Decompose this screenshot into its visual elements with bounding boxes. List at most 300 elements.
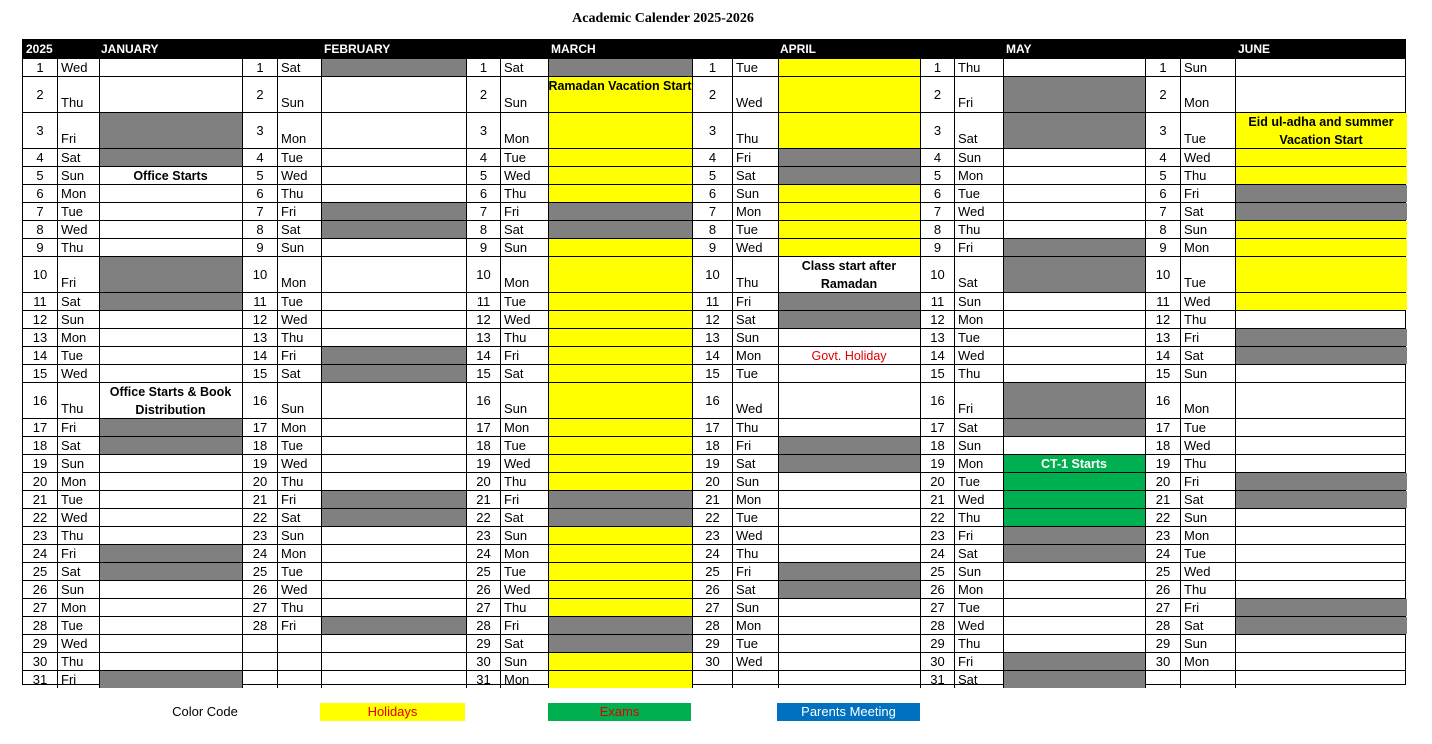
event-cell	[1235, 293, 1407, 310]
weekday-cell: Mon	[500, 113, 548, 148]
weekday-cell: Wed	[1180, 293, 1235, 310]
weekday-cell: Thu	[500, 473, 548, 490]
event-cell	[321, 581, 466, 598]
date-number: 3	[466, 113, 500, 148]
date-number: 14	[466, 347, 500, 364]
date-number: 12	[32, 312, 48, 327]
event-cell	[99, 635, 242, 652]
weekday-cell: Thu	[732, 419, 778, 436]
event-cell	[321, 221, 466, 238]
date-number: 24	[1145, 545, 1180, 562]
weekday-cell: Fri	[57, 419, 99, 436]
month-header-march: MARCH	[551, 42, 596, 56]
event-cell	[99, 671, 242, 688]
weekday-cell: Tue	[57, 347, 99, 364]
event-cell	[778, 383, 920, 418]
calendar-row	[23, 562, 1405, 580]
date-number: 6	[920, 185, 954, 202]
weekday-cell: Sun	[57, 167, 99, 184]
date-number: 26	[242, 581, 277, 598]
date-number: 16	[32, 393, 48, 408]
event-cell	[1003, 671, 1145, 688]
weekday-cell: Fri	[57, 671, 99, 688]
date-number: 20	[920, 473, 954, 490]
date-number: 4	[692, 149, 732, 166]
date-number: 30	[32, 654, 48, 669]
weekday-cell: Mon	[954, 311, 1003, 328]
date-number: 1	[920, 59, 954, 76]
event-cell	[99, 221, 242, 238]
event-cell	[548, 149, 692, 166]
date-number: 11	[692, 293, 732, 310]
weekday-cell: Fri	[277, 347, 321, 364]
date-number: 19	[920, 455, 954, 472]
event-cell	[99, 59, 242, 76]
calendar-title: Academic Calender 2025-2026	[572, 11, 754, 26]
weekday-cell: Tue	[57, 203, 99, 220]
event-cell	[548, 473, 692, 490]
weekday-cell: Mon	[732, 347, 778, 364]
weekday-cell: Mon	[57, 329, 99, 346]
date-number: 21	[692, 491, 732, 508]
date-number: 16	[920, 383, 954, 418]
calendar-row	[23, 382, 1405, 418]
event-cell	[321, 59, 466, 76]
calendar-row	[23, 202, 1405, 220]
event-cell	[778, 653, 920, 670]
weekday-cell: Tue	[1180, 419, 1235, 436]
date-number: 6	[692, 185, 732, 202]
weekday-cell: Sat	[277, 365, 321, 382]
weekday-cell: Sun	[57, 455, 99, 472]
weekday-cell: Tue	[732, 59, 778, 76]
weekday-cell: Mon	[1180, 77, 1235, 112]
date-number: 19	[242, 455, 277, 472]
event-cell	[548, 113, 692, 148]
date-number: 5	[36, 168, 44, 183]
date-number: 30	[692, 653, 732, 670]
weekday-cell: Tue	[500, 293, 548, 310]
date-number: 20	[1145, 473, 1180, 490]
weekday-cell: Thu	[57, 653, 99, 670]
weekday-cell	[1180, 671, 1235, 688]
weekday-cell: Sun	[1180, 59, 1235, 76]
event-cell	[321, 383, 466, 418]
event-cell	[1235, 653, 1407, 670]
weekday-cell: Thu	[57, 239, 99, 256]
weekday-cell: Thu	[1180, 311, 1235, 328]
event-cell	[321, 563, 466, 580]
event-cell	[1235, 527, 1407, 544]
event-cell	[1003, 203, 1145, 220]
event-cell	[1235, 599, 1407, 616]
date-number: 10	[1145, 257, 1180, 292]
date-number: 2	[920, 77, 954, 112]
date-number: 25	[920, 563, 954, 580]
event-cell	[778, 77, 920, 112]
weekday-cell: Thu	[500, 599, 548, 616]
weekday-cell: Thu	[1180, 455, 1235, 472]
event-cell	[99, 347, 242, 364]
date-number: 18	[920, 437, 954, 454]
weekday-cell	[277, 653, 321, 670]
calendar-row	[23, 238, 1405, 256]
weekday-cell: Fri	[57, 545, 99, 562]
event-cell	[1003, 509, 1145, 526]
date-number: 10	[466, 257, 500, 292]
date-number: 2	[242, 77, 277, 112]
date-number: 5	[920, 167, 954, 184]
event-cell	[99, 77, 242, 112]
weekday-cell: Fri	[1180, 599, 1235, 616]
date-number	[692, 671, 732, 688]
event-cell	[778, 167, 920, 184]
event-cell	[778, 239, 920, 256]
event-cell	[1235, 59, 1407, 76]
weekday-cell: Wed	[57, 221, 99, 238]
event-cell	[1235, 257, 1407, 292]
event-cell	[548, 365, 692, 382]
date-number: 3	[692, 113, 732, 148]
date-number: 2	[466, 77, 500, 112]
date-number: 28	[920, 617, 954, 634]
month-header-row	[23, 40, 1405, 58]
weekday-cell: Sun	[954, 563, 1003, 580]
date-number: 9	[466, 239, 500, 256]
event-cell	[321, 635, 466, 652]
event-cell	[1003, 365, 1145, 382]
date-number: 27	[242, 599, 277, 616]
date-number: 10	[920, 257, 954, 292]
calendar-row	[23, 256, 1405, 292]
event-cell	[1003, 617, 1145, 634]
event-cell	[99, 527, 242, 544]
event-cell	[548, 545, 692, 562]
weekday-cell: Sun	[954, 293, 1003, 310]
date-number: 5	[1145, 167, 1180, 184]
weekday-cell: Sat	[1180, 491, 1235, 508]
event-cell	[778, 491, 920, 508]
event-cell	[99, 203, 242, 220]
weekday-cell: Mon	[277, 257, 321, 292]
event-cell	[1003, 383, 1145, 418]
event-cell	[1003, 257, 1145, 292]
date-number: 6	[36, 186, 44, 201]
event-cell	[321, 527, 466, 544]
legend-holidays-label: Holidays	[367, 704, 418, 719]
date-number: 26	[692, 581, 732, 598]
weekday-cell: Wed	[500, 581, 548, 598]
event-cell	[1003, 491, 1145, 508]
weekday-cell: Mon	[1180, 239, 1235, 256]
date-number: 4	[242, 149, 277, 166]
weekday-cell: Wed	[277, 311, 321, 328]
event-cell	[1235, 239, 1407, 256]
weekday-cell: Thu	[57, 383, 99, 418]
event-cell	[99, 113, 242, 148]
date-number: 23	[242, 527, 277, 544]
event-note: CT-1 Starts	[1041, 456, 1107, 471]
event-cell	[99, 419, 242, 436]
event-cell	[99, 365, 242, 382]
event-cell	[548, 185, 692, 202]
event-cell	[548, 437, 692, 454]
weekday-cell: Wed	[1180, 437, 1235, 454]
event-cell	[1235, 563, 1407, 580]
date-number: 13	[466, 329, 500, 346]
weekday-cell: Wed	[954, 491, 1003, 508]
date-number: 3	[242, 113, 277, 148]
weekday-cell: Sat	[954, 671, 1003, 688]
date-number	[242, 671, 277, 688]
weekday-cell: Mon	[954, 581, 1003, 598]
weekday-cell: Sun	[500, 77, 548, 112]
date-number: 15	[920, 365, 954, 382]
year-label: 2025	[26, 42, 53, 56]
date-number: 1	[36, 60, 44, 75]
date-number: 1	[466, 59, 500, 76]
event-cell	[99, 491, 242, 508]
date-number: 28	[692, 617, 732, 634]
weekday-cell: Mon	[1180, 383, 1235, 418]
event-cell	[548, 311, 692, 328]
calendar-row	[23, 292, 1405, 310]
date-number: 24	[920, 545, 954, 562]
weekday-cell: Wed	[277, 455, 321, 472]
event-cell	[1235, 149, 1407, 166]
event-cell	[778, 293, 920, 310]
event-cell	[99, 293, 242, 310]
weekday-cell: Thu	[732, 113, 778, 148]
weekday-cell: Wed	[732, 653, 778, 670]
date-number: 15	[32, 366, 48, 381]
weekday-cell: Sun	[732, 185, 778, 202]
date-number: 30	[466, 653, 500, 670]
date-number: 20	[32, 474, 48, 489]
weekday-cell: Tue	[57, 617, 99, 634]
event-cell	[1003, 293, 1145, 310]
month-header-april: APRIL	[780, 42, 816, 56]
date-number: 3	[1145, 113, 1180, 148]
date-number: 25	[692, 563, 732, 580]
weekday-cell: Sat	[954, 419, 1003, 436]
event-cell	[778, 59, 920, 76]
date-number: 10	[692, 257, 732, 292]
date-number: 8	[920, 221, 954, 238]
weekday-cell: Wed	[954, 347, 1003, 364]
weekday-cell: Sun	[1180, 509, 1235, 526]
weekday-cell: Sun	[732, 329, 778, 346]
calendar-row	[23, 670, 1405, 688]
weekday-cell: Sat	[57, 437, 99, 454]
weekday-cell: Fri	[732, 293, 778, 310]
calendar-row	[23, 652, 1405, 670]
event-cell	[548, 509, 692, 526]
weekday-cell: Fri	[277, 203, 321, 220]
weekday-cell: Sat	[732, 167, 778, 184]
weekday-cell: Thu	[277, 329, 321, 346]
weekday-cell: Sun	[277, 527, 321, 544]
weekday-cell: Sun	[500, 383, 548, 418]
event-cell	[778, 527, 920, 544]
weekday-cell: Sat	[500, 59, 548, 76]
event-cell	[99, 239, 242, 256]
weekday-cell: Tue	[500, 563, 548, 580]
date-number: 13	[32, 330, 48, 345]
weekday-cell: Fri	[1180, 185, 1235, 202]
calendar-row	[23, 472, 1405, 490]
date-number: 19	[466, 455, 500, 472]
weekday-cell: Sat	[954, 113, 1003, 148]
weekday-cell: Sun	[732, 473, 778, 490]
date-number: 22	[692, 509, 732, 526]
event-cell	[1235, 185, 1407, 202]
weekday-cell: Sat	[954, 257, 1003, 292]
date-number: 16	[692, 383, 732, 418]
date-number: 3	[36, 123, 44, 138]
event-cell	[99, 617, 242, 634]
weekday-cell: Tue	[277, 149, 321, 166]
date-number: 14	[920, 347, 954, 364]
calendar-row	[23, 328, 1405, 346]
event-cell	[321, 257, 466, 292]
weekday-cell: Tue	[500, 437, 548, 454]
weekday-cell: Thu	[277, 473, 321, 490]
weekday-cell: Wed	[57, 59, 99, 76]
event-cell	[778, 185, 920, 202]
event-cell	[1003, 581, 1145, 598]
weekday-cell: Sat	[277, 221, 321, 238]
date-number: 24	[692, 545, 732, 562]
event-cell	[321, 185, 466, 202]
event-cell	[321, 167, 466, 184]
event-cell	[778, 635, 920, 652]
weekday-cell: Wed	[732, 527, 778, 544]
date-number: 14	[1145, 347, 1180, 364]
date-number: 21	[242, 491, 277, 508]
weekday-cell: Mon	[500, 671, 548, 688]
date-number: 7	[920, 203, 954, 220]
date-number: 10	[32, 267, 48, 282]
calendar-row	[23, 490, 1405, 508]
date-number: 28	[1145, 617, 1180, 634]
event-cell	[1235, 383, 1407, 418]
event-cell	[99, 509, 242, 526]
event-cell	[778, 581, 920, 598]
weekday-cell: Fri	[954, 653, 1003, 670]
date-number: 26	[466, 581, 500, 598]
event-cell	[548, 581, 692, 598]
event-cell	[1235, 671, 1407, 688]
weekday-cell: Mon	[277, 113, 321, 148]
event-cell	[1235, 509, 1407, 526]
weekday-cell: Wed	[1180, 149, 1235, 166]
weekday-cell: Sat	[500, 509, 548, 526]
calendar-row	[23, 436, 1405, 454]
date-number: 9	[920, 239, 954, 256]
weekday-cell: Wed	[57, 635, 99, 652]
weekday-cell: Thu	[732, 545, 778, 562]
weekday-cell: Fri	[500, 347, 548, 364]
event-cell	[1003, 545, 1145, 562]
date-number: 12	[1145, 311, 1180, 328]
date-number: 22	[920, 509, 954, 526]
date-number: 27	[1145, 599, 1180, 616]
event-cell	[548, 59, 692, 76]
date-number: 28	[32, 618, 48, 633]
date-number: 12	[692, 311, 732, 328]
date-number: 7	[1145, 203, 1180, 220]
event-cell	[778, 221, 920, 238]
weekday-cell: Tue	[1180, 257, 1235, 292]
weekday-cell: Sun	[277, 383, 321, 418]
date-number: 10	[242, 257, 277, 292]
weekday-cell: Wed	[732, 239, 778, 256]
event-cell	[778, 455, 920, 472]
weekday-cell: Fri	[1180, 473, 1235, 490]
event-cell	[1003, 149, 1145, 166]
weekday-cell: Wed	[732, 383, 778, 418]
date-number: 19	[692, 455, 732, 472]
date-number: 4	[1145, 149, 1180, 166]
date-number: 31	[920, 671, 954, 688]
weekday-cell: Tue	[954, 599, 1003, 616]
month-header-january: JANUARY	[101, 42, 159, 56]
weekday-cell: Wed	[500, 455, 548, 472]
calendar-row	[23, 76, 1405, 112]
event-cell	[778, 203, 920, 220]
weekday-cell: Fri	[277, 491, 321, 508]
event-cell	[99, 581, 242, 598]
date-number: 17	[692, 419, 732, 436]
calendar-row	[23, 508, 1405, 526]
weekday-cell: Mon	[277, 545, 321, 562]
calendar-row	[23, 544, 1405, 562]
date-number: 12	[920, 311, 954, 328]
date-number: 25	[466, 563, 500, 580]
calendar-row	[23, 454, 1405, 472]
event-cell	[778, 329, 920, 346]
weekday-cell: Sun	[1180, 365, 1235, 382]
event-cell	[1235, 437, 1407, 454]
weekday-cell: Sun	[500, 527, 548, 544]
legend-exams	[548, 703, 691, 721]
date-number: 14	[242, 347, 277, 364]
date-number: 27	[920, 599, 954, 616]
event-cell	[321, 311, 466, 328]
event-cell	[548, 635, 692, 652]
date-number: 18	[32, 438, 48, 453]
weekday-cell: Tue	[1180, 545, 1235, 562]
event-cell	[548, 455, 692, 472]
event-cell	[778, 365, 920, 382]
event-cell	[99, 185, 242, 202]
event-cell	[321, 599, 466, 616]
event-cell	[99, 329, 242, 346]
event-cell	[778, 419, 920, 436]
date-number: 26	[1145, 581, 1180, 598]
event-cell	[1235, 203, 1407, 220]
date-number: 12	[242, 311, 277, 328]
month-header-may: MAY	[1006, 42, 1032, 56]
weekday-cell: Sun	[954, 437, 1003, 454]
weekday-cell: Wed	[1180, 563, 1235, 580]
event-cell	[548, 617, 692, 634]
date-number: 29	[920, 635, 954, 652]
date-number: 17	[466, 419, 500, 436]
event-cell	[778, 113, 920, 148]
weekday-cell: Wed	[732, 77, 778, 112]
